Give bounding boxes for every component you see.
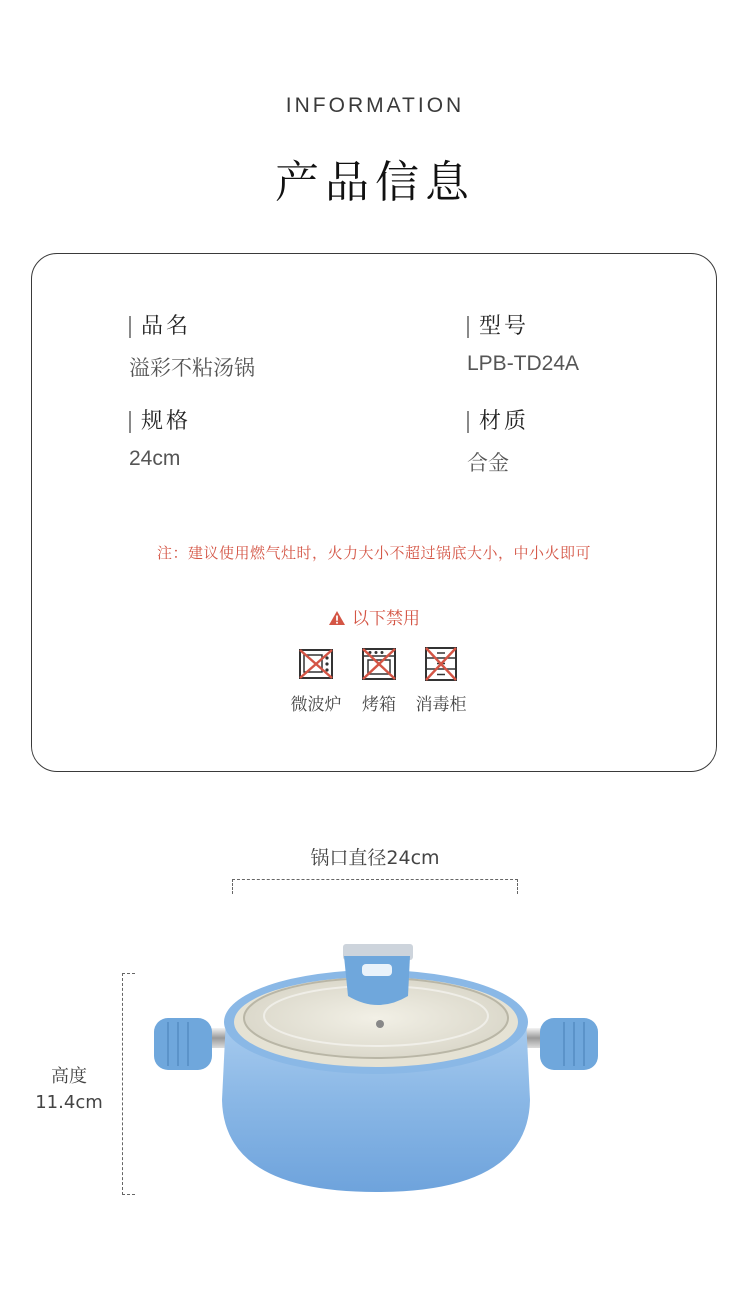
page-title: 产品信息	[275, 157, 475, 208]
usage-note: 注：建议使用燃气灶时，火力大小不超过锅底大小，中小火即可	[156, 544, 591, 562]
soup-pot-image	[148, 930, 604, 1200]
spec-model-value: LPB-TD24A	[467, 352, 580, 375]
sterilizer-cabinet-icon	[423, 646, 459, 682]
spec-size	[129, 411, 191, 471]
spec-name-label: 品名	[129, 316, 255, 338]
height-label-title: 高度	[51, 1066, 87, 1087]
forbidden-item-sterilizer	[408, 646, 474, 715]
spec-material-value: 合金	[467, 451, 509, 475]
forbidden-item-microwave	[282, 646, 350, 715]
forbidden-title	[32, 604, 716, 631]
diameter-dimension-line	[232, 879, 518, 894]
height-dimension-line	[122, 973, 135, 1195]
forbidden-item-label: 烤箱	[362, 695, 396, 715]
microwave-icon	[298, 646, 334, 682]
spec-name	[129, 316, 255, 382]
height-label-value: 11.4cm	[35, 1092, 103, 1113]
diameter-label: 锅口直径24cm	[310, 847, 440, 869]
oven-icon	[361, 646, 397, 682]
forbidden-title-text: 以下禁用	[352, 609, 420, 629]
spec-name-value: 溢彩不粘汤锅	[129, 356, 255, 380]
spec-material	[467, 411, 529, 477]
product-info-card	[31, 253, 717, 772]
forbidden-item-oven	[354, 646, 404, 715]
spec-model-label: 型号	[467, 316, 579, 338]
spec-size-label: 规格	[129, 411, 191, 433]
spec-material-label: 材质	[467, 411, 529, 433]
forbidden-item-label: 微波炉	[290, 695, 342, 715]
spec-size-value: 24cm	[129, 447, 181, 470]
spec-model	[467, 316, 579, 376]
section-eyebrow: INFORMATION	[285, 94, 465, 117]
forbidden-item-label: 消毒柜	[415, 695, 467, 715]
warning-icon	[328, 610, 346, 631]
height-label	[30, 1064, 108, 1116]
